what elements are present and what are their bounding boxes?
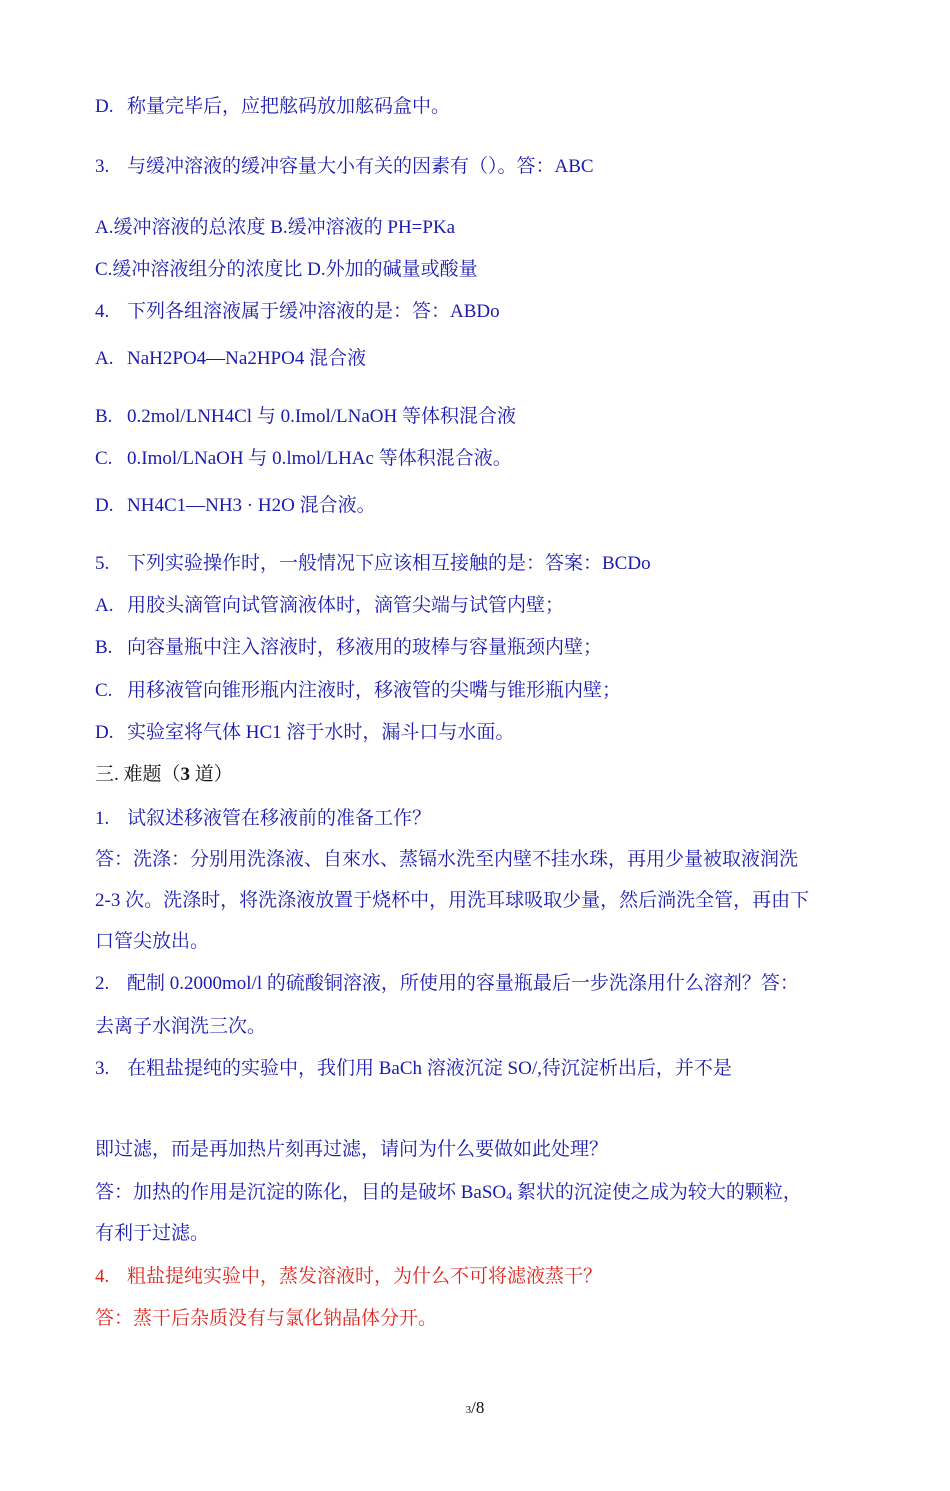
option-d-line bbox=[95, 493, 376, 519]
option-text: 用胶头滴管向试管滴液体时，滴管尖端与试管内壁； bbox=[127, 595, 565, 616]
question-number: 5. bbox=[95, 553, 110, 574]
answer-line: 2-3 次。洗涤时，将洗涤液放置于烧杯中，用洗耳球吸取少量，然后淌洗全管，再由下 bbox=[95, 890, 810, 911]
question-text: 粗盐提纯实验中，蒸发溶液时，为什么不可将滤液蒸干？ bbox=[127, 1266, 603, 1287]
question-4-line bbox=[95, 299, 500, 325]
hard-question-2-line bbox=[95, 971, 799, 997]
option-d-line bbox=[95, 94, 450, 120]
option-text: 实验室将气体 HC1 溶于水时，漏斗口与水面。 bbox=[127, 722, 515, 743]
question-5-line bbox=[95, 551, 651, 577]
hard-question-1-line bbox=[95, 806, 431, 832]
option-text: 称量完毕后，应把舷码放加舷码盒中。 bbox=[127, 96, 451, 117]
option-marker: C. bbox=[95, 448, 113, 469]
question-text: 下列各组溶液属于缓冲溶液的是：答：ABDo bbox=[127, 301, 500, 322]
question-3-line bbox=[95, 154, 594, 180]
hard-question-4-line bbox=[95, 1264, 602, 1290]
answer-line: 去离子水润洗三次。 bbox=[95, 1016, 267, 1037]
question-number: 4. bbox=[95, 301, 110, 322]
option-text: 0.2mol/LNH4Cl 与 0.Imol/LNaOH 等体积混合液 bbox=[127, 406, 516, 427]
option-marker: D. bbox=[95, 495, 114, 516]
question-continuation-line: 即过滤，而是再加热片刻再过滤，请问为什么要做如此处理？ bbox=[95, 1139, 609, 1160]
answer-line: 答：洗涤：分别用洗涤液、自來水、蒸镉水洗至内壁不挂水珠，再用少量被取液润洗 bbox=[95, 849, 799, 870]
question-text: 试叙述移液管在移液前的准备工作？ bbox=[127, 808, 432, 829]
answer-line: 口管尖放出。 bbox=[95, 931, 210, 952]
option-text: 用移液管向锥形瓶内注液时，移液管的尖嘴与锥形瓶内壁； bbox=[127, 680, 622, 701]
option-a-line bbox=[95, 346, 366, 372]
question-text: 下列实验操作时，一般情况下应该相互接触的是：答案：BCDo bbox=[127, 553, 651, 574]
section-heading: 三. 难题（3 道） bbox=[95, 764, 233, 785]
question-text: 配制 0.2000mol/l 的硫酸铜溶液，所使用的容量瓶最后一步洗涤用什么溶剂？答： bbox=[127, 973, 799, 994]
question-number: 1. bbox=[95, 808, 110, 829]
page-number: 3/8 bbox=[465, 1398, 485, 1417]
hard-question-3-line bbox=[95, 1056, 732, 1082]
options-ab-line: A.缓冲溶液的总浓度 B.缓冲溶液的 PH=PKa bbox=[95, 217, 456, 238]
answer-line: 有利于过滤。 bbox=[95, 1223, 210, 1244]
option-a-line bbox=[95, 593, 564, 619]
option-marker: D. bbox=[95, 722, 114, 743]
option-marker: D. bbox=[95, 96, 114, 117]
option-b-line bbox=[95, 404, 516, 430]
option-marker: C. bbox=[95, 680, 113, 701]
answer-line: 答：蒸干后杂质没有与氯化钠晶体分开。 bbox=[95, 1308, 438, 1329]
question-number: 3. bbox=[95, 1058, 110, 1079]
options-cd-line: C.缓冲溶液组分的浓度比 D.外加的碱量或酸量 bbox=[95, 259, 478, 280]
option-text: NaH2PO4—Na2HPO4 混合液 bbox=[127, 348, 367, 369]
option-marker: A. bbox=[95, 348, 114, 369]
answer-line: 答：加热的作用是沉淀的陈化，目的是破坏 BaSO$_4$ 絮状的沉淀使之成为较大的颗粒， bbox=[95, 1182, 802, 1203]
question-number: 2. bbox=[95, 973, 110, 994]
question-number: 4. bbox=[95, 1266, 110, 1287]
option-text: 向容量瓶中注入溶液时，移液用的玻棒与容量瓶颈内壁； bbox=[127, 637, 603, 658]
option-marker: B. bbox=[95, 406, 113, 427]
option-d-line bbox=[95, 720, 514, 746]
option-marker: A. bbox=[95, 595, 114, 616]
question-text: 在粗盐提纯的实验中，我们用 BaCh 溶液沉淀 SO/,待沉淀析出后，并不是 bbox=[127, 1058, 732, 1079]
option-text: NH4C1—NH3 · H2O 混合液。 bbox=[127, 495, 376, 516]
option-c-line bbox=[95, 446, 512, 472]
question-number: 3. bbox=[95, 156, 110, 177]
option-text: 0.Imol/LNaOH 与 0.lmol/LHAc 等体积混合液。 bbox=[127, 448, 512, 469]
option-marker: B. bbox=[95, 637, 113, 658]
option-b-line bbox=[95, 635, 602, 661]
option-c-line bbox=[95, 678, 621, 704]
question-text: 与缓冲溶液的缓冲容量大小有关的因素有（）。答：ABC bbox=[127, 156, 594, 177]
